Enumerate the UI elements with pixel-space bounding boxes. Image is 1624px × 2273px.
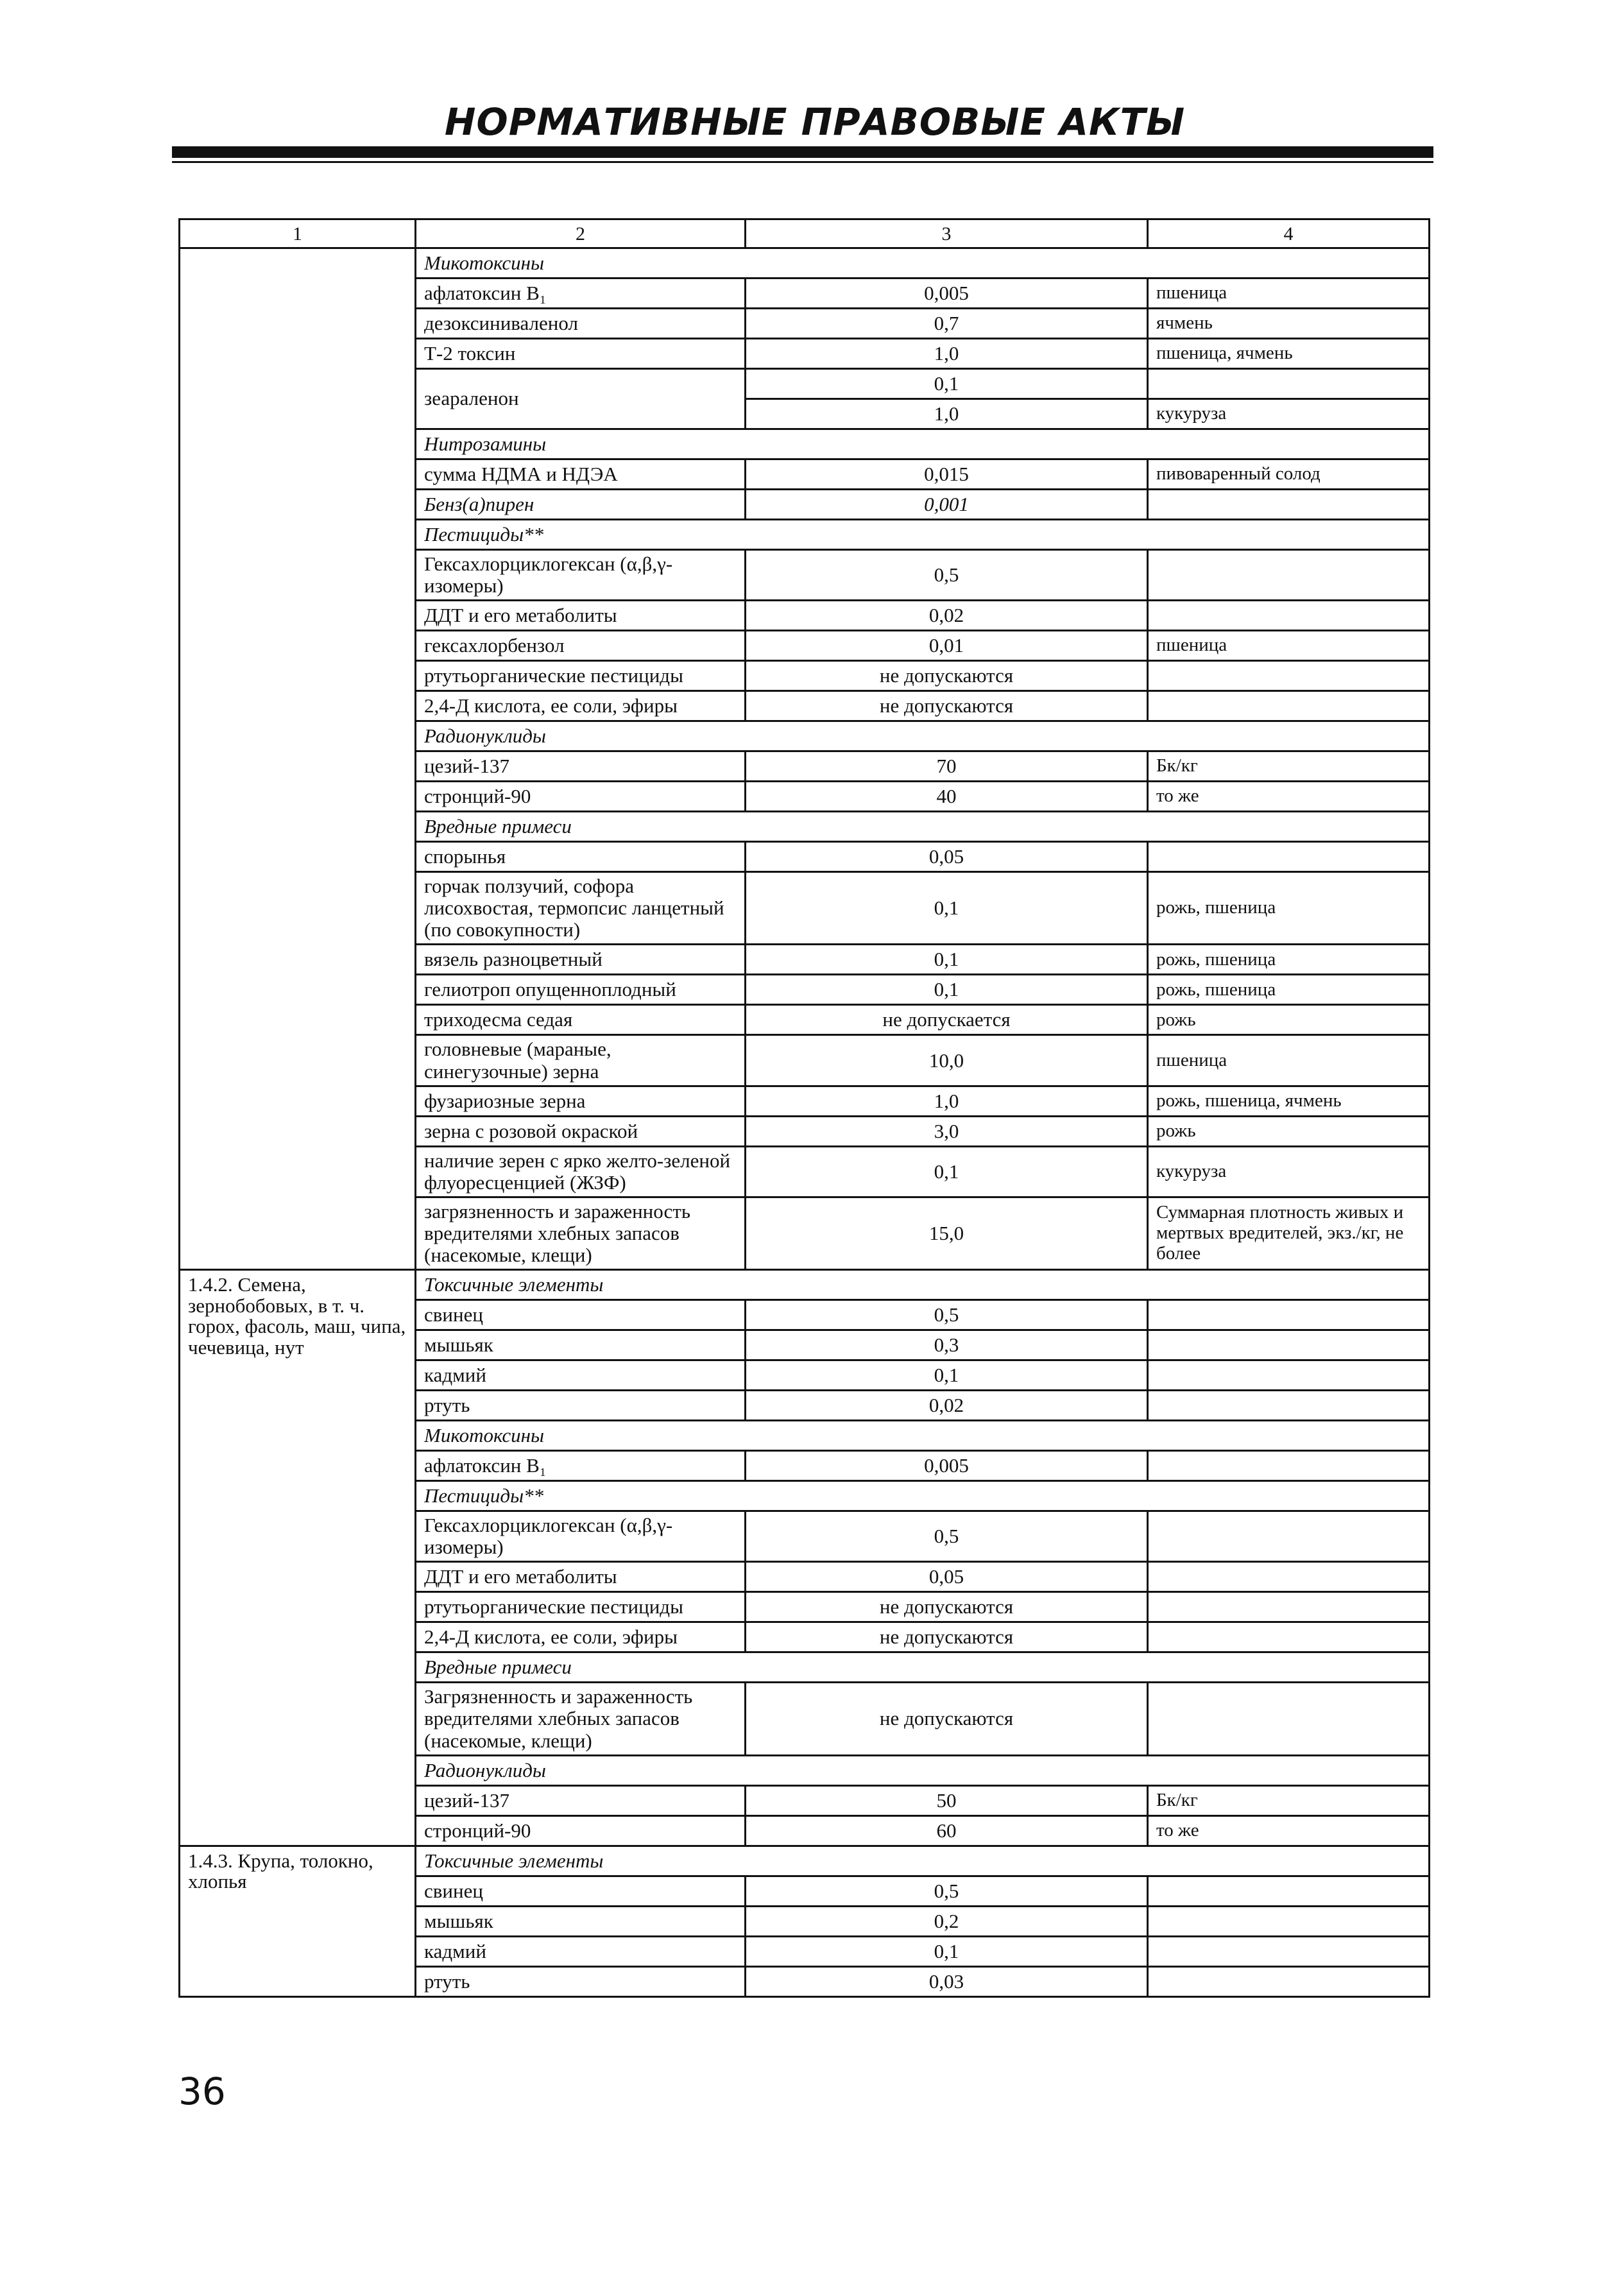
note-cell: то же xyxy=(1148,782,1430,812)
indicator-name: ртуть xyxy=(416,1966,746,1996)
note-cell xyxy=(1148,1936,1430,1966)
note-cell xyxy=(1148,1330,1430,1360)
permissible-level: не допускаются xyxy=(746,1592,1148,1622)
note-cell: кукуруза xyxy=(1148,1146,1430,1197)
group-header-row xyxy=(180,1846,1430,1876)
indicator-name: цезий-137 xyxy=(416,751,746,782)
note-cell: пшеница xyxy=(1148,631,1430,661)
permissible-level: 0,5 xyxy=(746,1511,1148,1562)
column-number-cell: 2 xyxy=(416,219,746,248)
permissible-level: не допускаются xyxy=(746,1622,1148,1652)
header-rule-thick xyxy=(172,146,1433,158)
header-rule-thin xyxy=(172,161,1433,163)
note-cell xyxy=(1148,1876,1430,1906)
indicator-name: стронций-90 xyxy=(416,1815,746,1846)
indicator-name: фузариозные зерна xyxy=(416,1086,746,1116)
indicator-group-title: Радионуклиды xyxy=(416,1755,1430,1785)
note-cell xyxy=(1148,1906,1430,1936)
permissible-level: 0,001 xyxy=(746,490,1148,520)
indicator-name: горчак ползучий, софора лисохвостая, термопсис ланцетный (по совокупности) xyxy=(416,872,746,945)
indicator-name: ртутьорганические пестициды xyxy=(416,661,746,691)
indicator-group-title: Микотоксины xyxy=(416,1421,1430,1451)
indicator-name: ртутьорганические пестициды xyxy=(416,1592,746,1622)
permissible-level: 0,02 xyxy=(746,1391,1148,1421)
permissible-level: 3,0 xyxy=(746,1116,1148,1146)
permissible-level: 0,3 xyxy=(746,1330,1148,1360)
column-number-cell: 1 xyxy=(180,219,416,248)
indicator-name: 2,4-Д кислота, ее соли, эфиры xyxy=(416,1622,746,1652)
indicator-name: Гексахлорциклогексан (α,β,γ-изомеры) xyxy=(416,550,746,601)
norms-table-body xyxy=(180,219,1430,1997)
indicator-name: вязель разноцветный xyxy=(416,945,746,975)
note-cell: ячмень xyxy=(1148,309,1430,339)
permissible-level: 1,0 xyxy=(746,339,1148,369)
indicator-name: свинец xyxy=(416,1300,746,1330)
permissible-level: 0,005 xyxy=(746,1451,1148,1481)
indicator-group-title: Пестициды** xyxy=(416,520,1430,550)
indicator-group-title: Токсичные элементы xyxy=(416,1846,1430,1876)
permissible-level: 60 xyxy=(746,1815,1148,1846)
permissible-level: 0,03 xyxy=(746,1966,1148,1996)
note-cell: рожь xyxy=(1148,1116,1430,1146)
indicator-name: кадмий xyxy=(416,1360,746,1391)
indicator-name: зерна с розовой окраской xyxy=(416,1116,746,1146)
note-cell: Суммарная плотность живых и мертвых вредителей, экз./кг, не более xyxy=(1148,1197,1430,1269)
note-cell: пшеница xyxy=(1148,1035,1430,1086)
product-category-cell: 1.4.2. Семена, зернобобовых, в т. ч. горох, фасоль, маш, чипа, чечевица, нут xyxy=(180,1270,416,1846)
note-cell xyxy=(1148,1511,1430,1562)
note-cell xyxy=(1148,369,1430,399)
column-number-row xyxy=(180,219,1430,248)
note-cell: кукуруза xyxy=(1148,399,1430,429)
group-header-row xyxy=(180,248,1430,279)
permissible-level: 0,1 xyxy=(746,945,1148,975)
permissible-level: 70 xyxy=(746,751,1148,782)
indicator-name: зеараленон xyxy=(416,369,746,429)
indicator-name: стронций-90 xyxy=(416,782,746,812)
permissible-level: не допускаются xyxy=(746,661,1148,691)
permissible-level: 0,1 xyxy=(746,872,1148,945)
permissible-level: 0,5 xyxy=(746,1876,1148,1906)
indicator-name: кадмий xyxy=(416,1936,746,1966)
permissible-level: 0,2 xyxy=(746,1906,1148,1936)
permissible-level: 0,1 xyxy=(746,1360,1148,1391)
note-cell: пшеница, ячмень xyxy=(1148,339,1430,369)
permissible-level: 1,0 xyxy=(746,399,1148,429)
indicator-name: наличие зерен с ярко желто-зеленой флуоресценцией (ЖЗФ) xyxy=(416,1146,746,1197)
note-cell: пивоваренный солод xyxy=(1148,459,1430,490)
note-cell xyxy=(1148,1683,1430,1755)
indicator-name: афлатоксин B₁ xyxy=(416,279,746,309)
note-cell: рожь xyxy=(1148,1005,1430,1035)
note-cell xyxy=(1148,490,1430,520)
permissible-level: не допускаются xyxy=(746,691,1148,721)
indicator-name: свинец xyxy=(416,1876,746,1906)
indicator-group-title: Вредные примеси xyxy=(416,812,1430,842)
permissible-level: 0,02 xyxy=(746,601,1148,631)
indicator-name: ртуть xyxy=(416,1391,746,1421)
indicator-group-title: Радионуклиды xyxy=(416,721,1430,751)
note-cell xyxy=(1148,842,1430,872)
note-cell: то же xyxy=(1148,1815,1430,1846)
note-cell: рожь, пшеница, ячмень xyxy=(1148,1086,1430,1116)
indicator-name: 2,4-Д кислота, ее соли, эфиры xyxy=(416,691,746,721)
indicator-group-title: Нитрозамины xyxy=(416,429,1430,459)
note-cell: Бк/кг xyxy=(1148,751,1430,782)
note-cell: Бк/кг xyxy=(1148,1785,1430,1815)
indicator-name: афлатоксин B₁ xyxy=(416,1451,746,1481)
permissible-level: 1,0 xyxy=(746,1086,1148,1116)
indicator-group-title: Микотоксины xyxy=(416,248,1430,279)
indicator-name: Т-2 токсин xyxy=(416,339,746,369)
page-number: 36 xyxy=(178,2070,226,2113)
permissible-level: 0,1 xyxy=(746,1936,1148,1966)
note-cell xyxy=(1148,1391,1430,1421)
permissible-level: 0,015 xyxy=(746,459,1148,490)
note-cell xyxy=(1148,691,1430,721)
indicator-name: дезоксиниваленол xyxy=(416,309,746,339)
column-number-cell: 4 xyxy=(1148,219,1430,248)
note-cell xyxy=(1148,601,1430,631)
permissible-level: 0,5 xyxy=(746,550,1148,601)
product-category-cell: 1.4.3. Крупа, толокно, хлопья xyxy=(180,1846,416,1996)
permissible-level: 0,05 xyxy=(746,1562,1148,1592)
permissible-level: 40 xyxy=(746,782,1148,812)
indicator-group-title: Вредные примеси xyxy=(416,1652,1430,1683)
permissible-level: 0,005 xyxy=(746,279,1148,309)
indicator-name: гелиотроп опущенноплодный xyxy=(416,975,746,1005)
indicator-group-title: Токсичные элементы xyxy=(416,1270,1430,1300)
permissible-level: 0,5 xyxy=(746,1300,1148,1330)
permissible-level: 0,05 xyxy=(746,842,1148,872)
indicator-name: ДДТ и его метаболиты xyxy=(416,1562,746,1592)
note-cell xyxy=(1148,1966,1430,1996)
permissible-level: 50 xyxy=(746,1785,1148,1815)
group-header-row xyxy=(180,1270,1430,1300)
note-cell xyxy=(1148,1562,1430,1592)
permissible-level: не допускаются xyxy=(746,1683,1148,1755)
permissible-level: 15,0 xyxy=(746,1197,1148,1269)
indicator-name: загрязненность и зараженность вредителями хлебных запасов (насекомые, клещи) xyxy=(416,1197,746,1269)
indicator-name: триходесма седая xyxy=(416,1005,746,1035)
norms-table xyxy=(178,218,1430,1998)
product-category-cell xyxy=(180,248,416,1270)
note-cell: рожь, пшеница xyxy=(1148,975,1430,1005)
note-cell xyxy=(1148,1622,1430,1652)
indicator-name: сумма НДМА и НДЭА xyxy=(416,459,746,490)
permissible-level: 0,1 xyxy=(746,1146,1148,1197)
permissible-level: 0,1 xyxy=(746,975,1148,1005)
note-cell xyxy=(1148,1451,1430,1481)
permissible-level: 0,01 xyxy=(746,631,1148,661)
note-cell xyxy=(1148,550,1430,601)
note-cell xyxy=(1148,1300,1430,1330)
note-cell xyxy=(1148,661,1430,691)
note-cell: пшеница xyxy=(1148,279,1430,309)
indicator-name: мышьяк xyxy=(416,1906,746,1936)
indicator-name: Загрязненность и зараженность вредителями хлебных запасов (насекомые, клещи) xyxy=(416,1683,746,1755)
indicator-name: Бенз(а)пирен xyxy=(416,490,746,520)
indicator-group-title: Пестициды** xyxy=(416,1481,1430,1511)
indicator-name: головневые (мараные, синегузочные) зерна xyxy=(416,1035,746,1086)
permissible-level: не допускается xyxy=(746,1005,1148,1035)
permissible-level: 0,1 xyxy=(746,369,1148,399)
permissible-level: 10,0 xyxy=(746,1035,1148,1086)
note-cell xyxy=(1148,1360,1430,1391)
indicator-name: ДДТ и его метаболиты xyxy=(416,601,746,631)
note-cell xyxy=(1148,1592,1430,1622)
column-number-cell: 3 xyxy=(746,219,1148,248)
page-header-title: НОРМАТИВНЫЕ ПРАВОВЫЕ АКТЫ xyxy=(444,100,1186,144)
indicator-name: цезий-137 xyxy=(416,1785,746,1815)
note-cell: рожь, пшеница xyxy=(1148,945,1430,975)
indicator-name: гексахлорбензол xyxy=(416,631,746,661)
indicator-name: мышьяк xyxy=(416,1330,746,1360)
permissible-level: 0,7 xyxy=(746,309,1148,339)
indicator-name: Гексахлорциклогексан (α,β,γ-изомеры) xyxy=(416,1511,746,1562)
indicator-name: спорынья xyxy=(416,842,746,872)
note-cell: рожь, пшеница xyxy=(1148,872,1430,945)
